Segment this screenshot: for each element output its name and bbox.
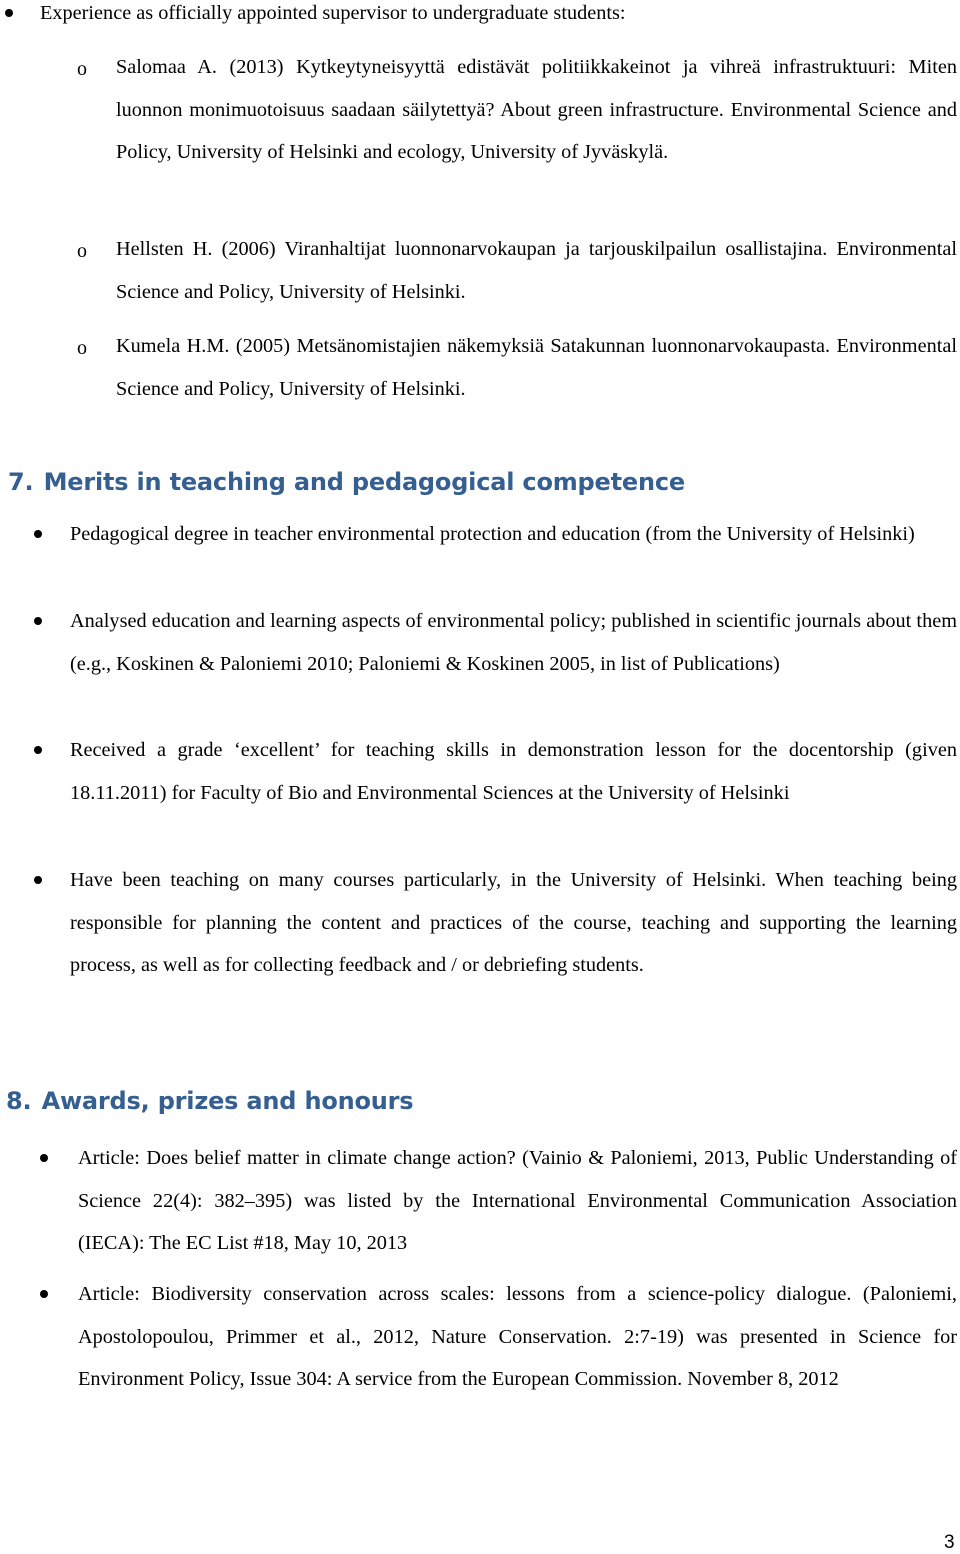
list-item: Pedagogical degree in teacher environmental protection and education (from the University of Helsinki) bbox=[70, 523, 915, 545]
sub-bullet-marker: o bbox=[77, 240, 87, 262]
list-item: Article: Does belief matter in climate change action? (Vainio & Paloniemi, 2013, Public Understanding of Science 22(4): 382–395) was listed by the International Environmental Communication Association (IECA): The EC List #18, May 10, 2013 bbox=[78, 1147, 957, 1255]
page-number: 3 bbox=[944, 1532, 955, 1553]
section-heading bbox=[8, 468, 685, 496]
list-item: Analysed education and learning aspects of environmental policy; published in scientific journals about them (e.g., Koskinen & Paloniemi 2010; Paloniemi & Koskinen 2005, in list of Publications) bbox=[70, 610, 957, 675]
bullet-icon bbox=[34, 530, 42, 538]
supervision-item: Kumela H.M. (2005) Metsänomistajien näkemyksiä Satakunnan luonnonarvokaupasta. Environmental Science and Policy, University of Helsinki. bbox=[116, 335, 957, 400]
section-title: Awards, prizes and honours bbox=[41, 1087, 414, 1115]
section-heading bbox=[6, 1087, 413, 1115]
list-item: Have been teaching on many courses particularly, in the University of Helsinki. When teaching being responsible for planning the content and practices of the course, teaching and supporting the learning process, as well as for collecting feedback and / or debriefing students. bbox=[70, 869, 957, 977]
bullet-icon bbox=[34, 746, 42, 754]
bullet-icon bbox=[34, 876, 42, 884]
list-item: Article: Biodiversity conservation across scales: lessons from a science-policy dialogue. (Paloniemi, Apostolopoulou, Primmer et al., 2012, Nature Conservation. 2:7-19) was presented in Science for Environment Policy, Issue 304: A service from the European Commission. November 8, 2012 bbox=[78, 1283, 957, 1391]
section-number: 7. bbox=[8, 468, 34, 496]
section-title: Merits in teaching and pedagogical competence bbox=[43, 468, 685, 496]
bullet-icon bbox=[5, 9, 13, 17]
sub-bullet-marker: o bbox=[77, 337, 87, 359]
bullet-icon bbox=[40, 1154, 48, 1162]
bullet-icon bbox=[40, 1290, 48, 1298]
top-bullet-text: Experience as officially appointed supervisor to undergraduate students: bbox=[40, 2, 626, 24]
sub-bullet-marker: o bbox=[77, 58, 87, 80]
supervision-item: Hellsten H. (2006) Viranhaltijat luonnonarvokaupan ja tarjouskilpailun osallistajina. Environmental Science and Policy, University of Helsinki. bbox=[116, 238, 957, 303]
section-number: 8. bbox=[6, 1087, 32, 1115]
bullet-icon bbox=[34, 617, 42, 625]
supervision-item: Salomaa A. (2013) Kytkeytyneisyyttä edistävät politiikkakeinot ja vihreä infrastruktuuri: Miten luonnon monimuotoisuus saadaan säilytettyä? About green infrastructure. Environmental Science and Policy, University of Helsinki and ecology, University of Jyväskylä. bbox=[116, 56, 957, 164]
list-item: Received a grade ‘excellent’ for teaching skills in demonstration lesson for the docentorship (given 18.11.2011) for Faculty of Bio and Environmental Sciences at the University of Helsinki bbox=[70, 739, 957, 804]
